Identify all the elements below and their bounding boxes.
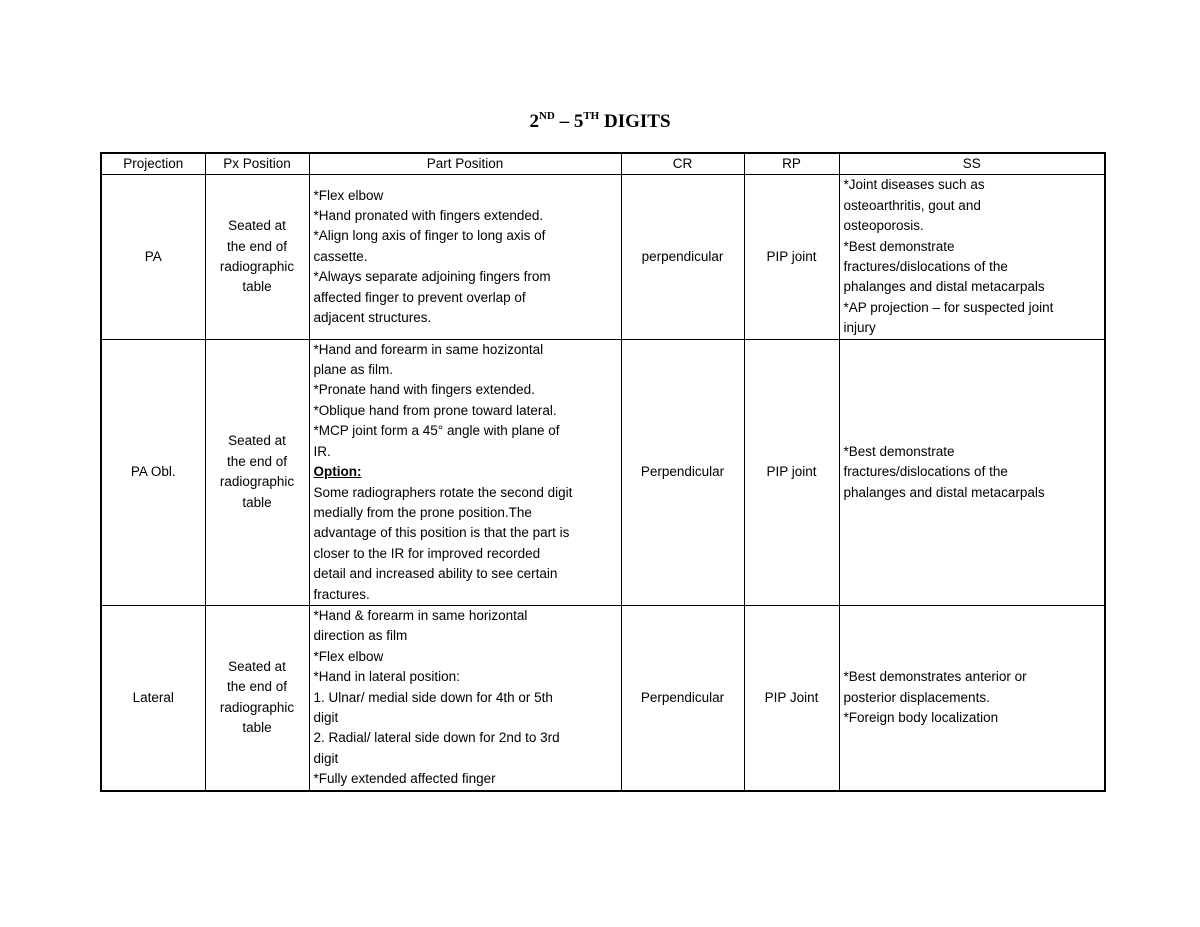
part-position-line: *Fully extended affected finger: [313, 771, 496, 787]
part-position-line: *Align long axis of finger to long axis of: [313, 228, 546, 244]
px-position-line: Seated at: [228, 433, 286, 449]
ss-cell: [839, 339, 1105, 605]
part-position-line: cassette.: [313, 248, 368, 264]
ss-line: *Best demonstrate: [843, 443, 955, 459]
part-position-line: *Hand pronated with fingers extended.: [313, 208, 544, 224]
part-position-line: *Flex elbow: [313, 648, 384, 664]
ss-line: *AP projection – for suspected joint: [843, 299, 1054, 315]
part-position-line: advantage of this position is that the part is: [313, 525, 570, 541]
part-position-line: 1. Ulnar/ medial side down for 4th or 5th: [313, 689, 553, 705]
px-position-line: radiographic: [219, 259, 295, 275]
ss-line: phalanges and distal metacarpals: [843, 279, 1045, 295]
part-position-line: detail and increased ability to see certain: [313, 566, 558, 582]
part-position-line: fractures.: [313, 586, 370, 602]
part-position-line: *Pronate hand with fingers extended.: [313, 382, 535, 398]
part-position-line: *Hand in lateral position:: [313, 669, 460, 685]
ss-line: fractures/dislocations of the: [843, 464, 1008, 480]
column-header-ss: SS: [839, 153, 1105, 175]
ss-line: *Best demonstrates anterior or: [843, 669, 1027, 685]
projection-cell: Lateral: [101, 605, 205, 790]
rp-cell: PIP Joint: [744, 605, 839, 790]
cr-cell: Perpendicular: [621, 339, 744, 605]
part-position-line: *MCP joint form a 45° angle with plane of: [313, 423, 560, 439]
px-position-line: Seated at: [228, 218, 286, 234]
part-position-cell: [309, 339, 621, 605]
ss-line: phalanges and distal metacarpals: [843, 484, 1045, 500]
ss-cell: [839, 175, 1105, 339]
table-row: [101, 339, 1105, 605]
part-position-line: *Hand and forearm in same hozizontal: [313, 341, 544, 357]
ss-line: osteoporosis.: [843, 218, 924, 234]
part-position-line: direction as film: [313, 628, 408, 644]
ss-line: *Joint diseases such as: [843, 177, 985, 193]
px-position-line: radiographic: [219, 474, 295, 490]
rp-cell: PIP joint: [744, 339, 839, 605]
ss-line: *Best demonstrate: [843, 238, 955, 254]
positioning-table: [100, 152, 1106, 792]
px-position-line: the end of: [226, 679, 288, 695]
part-position-line: adjacent structures.: [313, 310, 432, 326]
px-position-line: table: [242, 279, 272, 295]
px-position-line: table: [242, 494, 272, 510]
cr-cell: perpendicular: [621, 175, 744, 339]
cr-cell: Perpendicular: [621, 605, 744, 790]
px-position-line: the end of: [226, 238, 288, 254]
table-row: [101, 175, 1105, 339]
px-position-cell: [205, 175, 309, 339]
table-body: [101, 175, 1105, 791]
part-position-line: Some radiographers rotate the second digit: [313, 484, 573, 500]
px-position-line: radiographic: [219, 699, 295, 715]
part-position-line: *Hand & forearm in same horizontal: [313, 607, 528, 623]
px-position-line: Seated at: [228, 658, 286, 674]
part-position-line: *Oblique hand from prone toward lateral.: [313, 402, 557, 418]
page-title: 2ND – 5TH DIGITS: [529, 110, 671, 132]
ss-line: injury: [843, 320, 876, 336]
px-position-line: the end of: [226, 453, 288, 469]
column-header-part-position: Part Position: [309, 153, 621, 175]
part-position-line: affected finger to prevent overlap of: [313, 289, 526, 305]
part-position-line: *Flex elbow: [313, 187, 384, 203]
px-position-line: table: [242, 720, 272, 736]
projection-cell: PA Obl.: [101, 339, 205, 605]
part-position-cell: [309, 175, 621, 339]
option-heading: Option:: [313, 464, 362, 480]
part-position-line: IR.: [313, 443, 331, 459]
ss-line: *Foreign body localization: [843, 709, 999, 725]
column-header-cr: CR: [621, 153, 744, 175]
ss-cell: [839, 605, 1105, 790]
column-header-px-position: Px Position: [205, 153, 309, 175]
part-position-cell: [309, 605, 621, 790]
rp-cell: PIP joint: [744, 175, 839, 339]
px-position-cell: [205, 605, 309, 790]
part-position-line: digit: [313, 709, 339, 725]
column-header-rp: RP: [744, 153, 839, 175]
projection-cell: PA: [101, 175, 205, 339]
part-position-line: *Always separate adjoining fingers from: [313, 269, 551, 285]
column-header-projection: Projection: [101, 153, 205, 175]
ss-line: fractures/dislocations of the: [843, 259, 1008, 275]
ss-line: posterior displacements.: [843, 689, 990, 705]
table-row: [101, 605, 1105, 790]
part-position-line: closer to the IR for improved recorded: [313, 545, 541, 561]
part-position-line: 2. Radial/ lateral side down for 2nd to 3rd: [313, 730, 560, 746]
part-position-line: digit: [313, 750, 339, 766]
part-position-line: medially from the prone position.The: [313, 504, 532, 520]
ss-line: osteoarthritis, gout and: [843, 197, 981, 213]
part-position-line: plane as film.: [313, 362, 394, 378]
px-position-cell: [205, 339, 309, 605]
table-header-row: [101, 153, 1105, 175]
